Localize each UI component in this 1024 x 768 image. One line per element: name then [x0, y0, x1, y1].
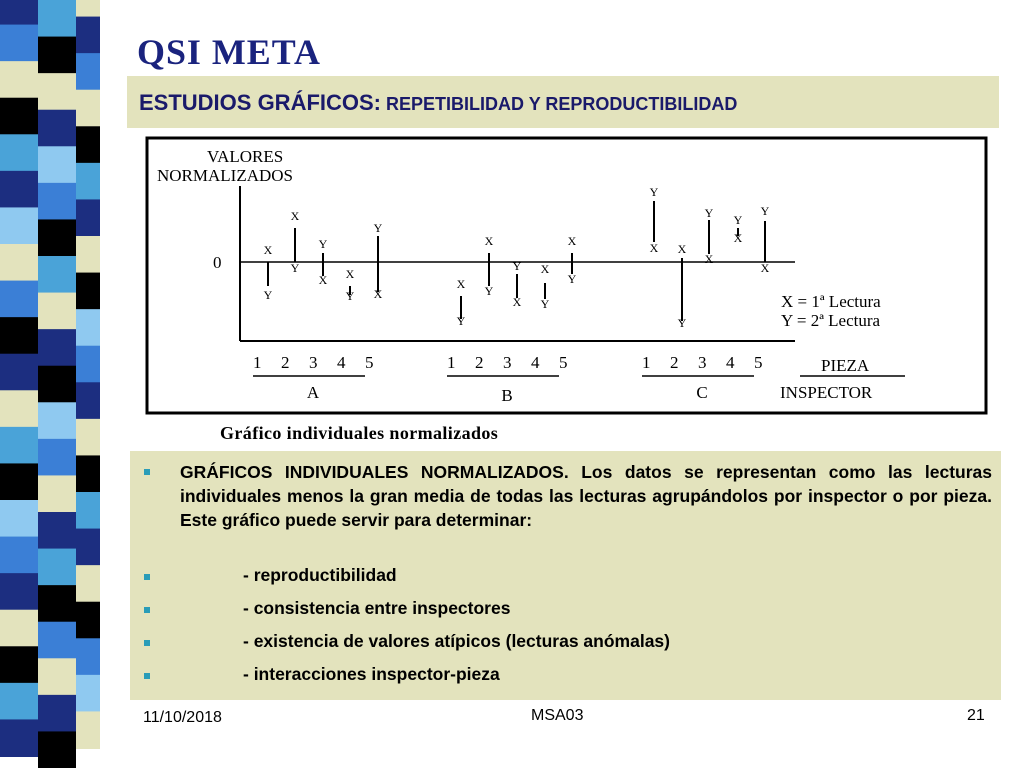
piece-number: 1: [642, 353, 651, 372]
reading-mark-y: Y: [649, 185, 659, 199]
list-item: - interacciones inspector-pieza: [243, 664, 500, 684]
piece-number: 2: [281, 353, 290, 372]
decorative-stripe: [0, 98, 38, 136]
decorative-stripe: [38, 475, 76, 513]
decorative-stripe: [0, 134, 38, 172]
decorative-stripe: [0, 500, 38, 538]
zero-label: 0: [213, 253, 222, 272]
reading-mark-y: Y: [704, 206, 714, 220]
decorative-stripe: [76, 236, 100, 274]
decorative-stripe: [0, 427, 38, 465]
decorative-stripe: [0, 25, 38, 63]
decorative-stripe: [0, 610, 38, 648]
decorative-stripe: [38, 110, 76, 148]
decorative-stripe: [38, 731, 76, 768]
bullet-icon: [144, 574, 150, 580]
decorative-stripe: [38, 585, 76, 623]
piece-label: PIEZA: [821, 356, 870, 375]
decorative-stripe: [0, 171, 38, 209]
decorative-stripe: [76, 529, 100, 567]
decorative-stripe: [38, 439, 76, 477]
decorative-stripe: [38, 73, 76, 111]
decorative-stripe: [0, 61, 38, 99]
decorative-stripe: [38, 329, 76, 367]
decorative-stripe: [0, 244, 38, 282]
decorative-stripe: [76, 90, 100, 128]
reading-mark-y: Y: [760, 204, 770, 218]
legend-y: Y = 2ª Lectura: [781, 311, 881, 330]
decorative-stripe: [0, 463, 38, 501]
reading-mark-x: X: [512, 295, 522, 309]
decorative-stripe: [76, 309, 100, 347]
decorative-stripe: [76, 126, 100, 164]
decorative-stripe: [38, 549, 76, 587]
y-axis-label-line1: VALORES: [207, 147, 284, 166]
decorative-stripe: [76, 199, 100, 237]
decorative-stripe: [38, 183, 76, 221]
decorative-stripe: [38, 0, 76, 38]
list-item: - existencia de valores atípicos (lecturas anómalas): [243, 631, 670, 651]
title-main: ESTUDIOS GRÁFICOS:: [139, 90, 382, 115]
list-item: - reproductibilidad: [243, 565, 397, 585]
decorative-stripe: [0, 719, 38, 757]
decorative-stripe: [76, 638, 100, 676]
decorative-stripe: [0, 354, 38, 392]
diagram-caption: Gráfico individuales normalizados: [220, 423, 499, 443]
reading-mark-y: Y: [318, 237, 328, 251]
decorative-stripe: [76, 163, 100, 201]
decorative-stripe: [38, 366, 76, 404]
piece-number: 3: [309, 353, 318, 372]
reading-mark-y: Y: [484, 284, 494, 298]
reading-mark-x: X: [290, 209, 300, 223]
piece-number: 2: [475, 353, 484, 372]
decorative-stripe: [0, 646, 38, 684]
reading-mark-x: X: [373, 287, 383, 301]
decorative-stripe: [76, 492, 100, 530]
decorative-stripe: [76, 17, 100, 55]
inspector-letter: B: [501, 386, 513, 405]
decorative-stripe: [76, 0, 100, 18]
decorative-stripe: [76, 675, 100, 713]
decorative-stripe: [0, 573, 38, 611]
reading-mark-y: Y: [263, 288, 273, 302]
reading-mark-x: X: [456, 277, 466, 291]
decorative-stripe-strip: [0, 0, 118, 768]
reading-mark-x: X: [484, 234, 494, 248]
bullet-icon: [144, 673, 150, 679]
reading-mark-x: X: [540, 262, 550, 276]
decorative-stripe: [38, 695, 76, 733]
decorative-stripe: [76, 455, 100, 493]
piece-number: 1: [253, 353, 262, 372]
decorative-stripe: [0, 537, 38, 575]
bullet-icon: [144, 469, 150, 475]
list-item: - consistencia entre inspectores: [243, 598, 511, 618]
decorative-stripe: [0, 0, 38, 26]
page-title: [139, 90, 737, 116]
reading-mark-x: X: [263, 243, 273, 257]
decorative-stripe: [38, 512, 76, 550]
reading-mark-y: Y: [567, 272, 577, 286]
decorative-stripe: [0, 207, 38, 245]
decorative-stripe: [0, 317, 38, 355]
decorative-stripe: [38, 658, 76, 696]
piece-number: 3: [698, 353, 707, 372]
decorative-stripe: [38, 256, 76, 294]
reading-mark-y: Y: [456, 314, 466, 328]
title-bar: [127, 76, 999, 128]
reading-mark-x: X: [760, 261, 770, 275]
reading-mark-x: X: [733, 231, 743, 245]
decorative-stripe: [76, 711, 100, 749]
logo-text: QSI META: [137, 32, 321, 70]
piece-number: 1: [447, 353, 456, 372]
decorative-stripe: [76, 419, 100, 457]
decorative-stripe: [76, 273, 100, 311]
decorative-stripe: [0, 683, 38, 721]
decorative-stripe: [0, 281, 38, 319]
decorative-stripe: [38, 293, 76, 331]
reading-mark-y: Y: [290, 261, 300, 275]
description-paragraph: GRÁFICOS INDIVIDUALES NORMALIZADOS. Los datos se representan como las lecturas individuales menos la gran media de todas las lecturas agrupándolos por inspector o por pieza. Este gráfico puede servir para determinar:: [180, 462, 992, 530]
piece-number: 3: [503, 353, 512, 372]
bullet-icon: [144, 640, 150, 646]
footer-date: 11/10/2018: [143, 709, 222, 726]
decorative-stripe: [76, 565, 100, 603]
reading-mark-x: X: [649, 241, 659, 255]
normalized-individuals-diagram: [145, 136, 990, 416]
reading-mark-x: X: [677, 242, 687, 256]
inspector-letter: A: [306, 383, 320, 402]
piece-number: 5: [365, 353, 374, 372]
decorative-stripe: [76, 602, 100, 640]
piece-number: 2: [670, 353, 679, 372]
y-axis-label-line2: NORMALIZADOS: [157, 166, 293, 185]
reading-mark-x: X: [567, 234, 577, 248]
reading-mark-y: Y: [677, 316, 687, 330]
footer-code: MSA03: [531, 707, 584, 724]
decorative-stripe: [38, 219, 76, 257]
qsi-meta-logo: [135, 30, 325, 70]
inspector-label: INSPECTOR: [780, 383, 873, 402]
reading-mark-x: X: [704, 252, 714, 266]
piece-number: 4: [531, 353, 540, 372]
piece-number: 4: [337, 353, 346, 372]
piece-number: 5: [559, 353, 568, 372]
inspector-letter: C: [696, 383, 708, 402]
reading-mark-x: X: [318, 273, 328, 287]
reading-mark-y: Y: [512, 259, 522, 273]
reading-mark-y: Y: [733, 213, 743, 227]
title-sub: REPETIBILIDAD Y REPRODUCTIBILIDAD: [381, 94, 738, 114]
decorative-stripe: [76, 346, 100, 384]
reading-mark-x: X: [345, 267, 355, 281]
decorative-stripe: [38, 37, 76, 75]
decorative-stripe: [0, 390, 38, 428]
decorative-stripe: [38, 622, 76, 660]
reading-mark-y: Y: [540, 297, 550, 311]
content-box: [130, 451, 1001, 700]
decorative-stripe: [38, 146, 76, 184]
piece-number: 4: [726, 353, 735, 372]
decorative-stripe: [38, 402, 76, 440]
reading-mark-y: Y: [345, 289, 355, 303]
reading-mark-y: Y: [373, 221, 383, 235]
decorative-stripe: [76, 382, 100, 420]
legend-x: X = 1ª Lectura: [781, 292, 881, 311]
page-number: 21: [967, 707, 985, 724]
bullet-icon: [144, 607, 150, 613]
piece-number: 5: [754, 353, 763, 372]
decorative-stripe: [76, 53, 100, 91]
